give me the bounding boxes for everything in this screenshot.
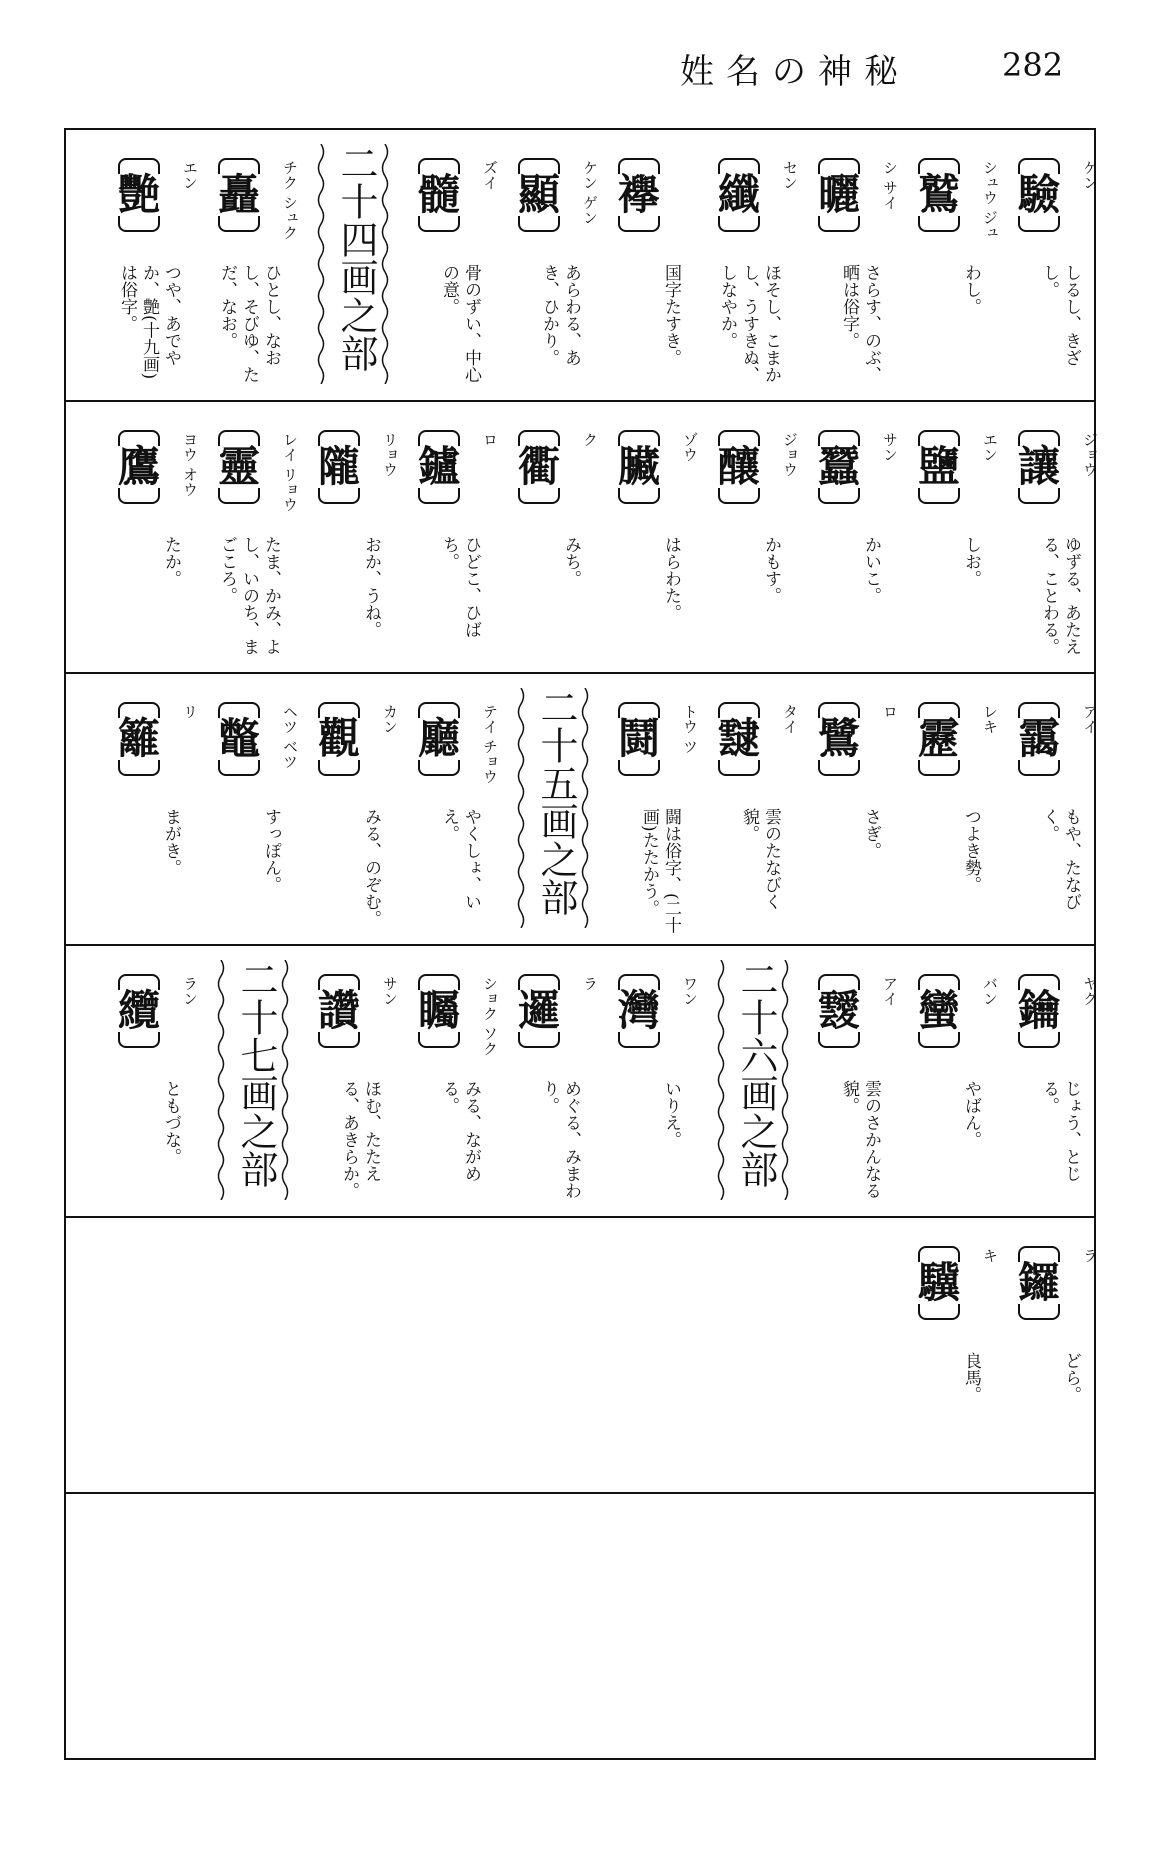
kanji-character: 鼈 [217, 714, 260, 763]
page-number: 282 [1002, 46, 1064, 84]
kanji-reading: ケン [1081, 160, 1099, 190]
kanji-meaning: あらわる、あき、ひかり。 [539, 264, 581, 366]
dictionary-frame [64, 128, 1099, 1760]
kanji-character: 矗 [217, 170, 260, 219]
kanji-meaning: いりえ。 [661, 1080, 681, 1148]
kanji-character: 顯 [517, 170, 560, 219]
kanji-bracket [714, 430, 764, 504]
kanji-bracket [114, 702, 164, 776]
kanji-bracket [914, 158, 964, 232]
kanji-bracket [214, 430, 264, 504]
row-2 [66, 400, 1099, 672]
kanji-meaning: みる、ながめる。 [439, 1080, 481, 1182]
kanji-bracket [914, 974, 964, 1048]
row-3 [66, 672, 1099, 944]
section-label: 二十六画之部 [734, 960, 778, 1188]
kanji-reading: ラ [581, 976, 599, 991]
kanji-bracket [514, 974, 564, 1048]
kanji-bracket [814, 974, 864, 1048]
kanji-bracket [1014, 974, 1064, 1048]
kanji-character: 隴 [317, 442, 360, 491]
kanji-reading: テイ チョウ [481, 704, 499, 784]
kanji-reading: タイ [781, 704, 799, 734]
kanji-meaning: おか、うね。 [361, 536, 381, 638]
kanji-bracket [1014, 1246, 1064, 1320]
kanji-character: 釀 [717, 442, 760, 491]
kanji-meaning: ひどこ、ひばち。 [439, 536, 481, 638]
kanji-meaning: 国字たすき。 [661, 264, 681, 366]
kanji-meaning: かいこ。 [861, 536, 881, 604]
kanji-bracket [714, 158, 764, 232]
kanji-reading: シュウ ジュ [981, 160, 999, 240]
kanji-meaning: めぐる、みまわり。 [539, 1080, 581, 1199]
kanji-character: 觀 [317, 714, 360, 763]
kanji-reading: ヤク [1081, 976, 1099, 1006]
page-header [680, 44, 1100, 104]
kanji-character: 髓 [417, 170, 460, 219]
kanji-bracket [314, 974, 364, 1048]
kanji-character: 靆 [717, 714, 760, 763]
wavy-line [716, 960, 726, 1200]
kanji-reading: エン [181, 160, 199, 190]
kanji-bracket [314, 430, 364, 504]
kanji-character: 靂 [917, 714, 960, 763]
kanji-character: 蠻 [917, 986, 960, 1035]
kanji-reading: ジョウ [781, 432, 799, 477]
kanji-reading [666, 160, 698, 240]
kanji-bracket [214, 702, 264, 776]
kanji-reading: ワン [681, 976, 699, 1006]
kanji-meaning: たま、かみ、よし、いのち、まごころ。 [217, 536, 281, 655]
row-5 [66, 1216, 1099, 1492]
kanji-character: 艷 [117, 170, 160, 219]
wavy-line [316, 144, 326, 384]
kanji-reading: シ サイ [881, 160, 899, 210]
kanji-reading: セン [781, 160, 799, 190]
kanji-character: 靈 [217, 442, 260, 491]
kanji-reading: ジョウ [1081, 432, 1099, 477]
kanji-meaning: じょう、とじる。 [1039, 1080, 1081, 1182]
kanji-bracket [314, 702, 364, 776]
section-label: 二十五画之部 [534, 688, 578, 916]
kanji-reading: ケン ゲン [581, 160, 599, 225]
row-1 [66, 130, 1099, 400]
wavy-line [580, 688, 590, 928]
kanji-reading: ズイ [481, 160, 499, 190]
kanji-reading: サン [381, 976, 399, 1006]
kanji-meaning: わし。 [961, 264, 981, 315]
kanji-meaning: 良馬。 [961, 1352, 981, 1403]
kanji-bracket [114, 974, 164, 1048]
kanji-bracket [1014, 702, 1064, 776]
kanji-meaning: みち。 [561, 536, 581, 587]
kanji-reading: レイ リョウ [281, 432, 299, 512]
kanji-bracket [614, 702, 664, 776]
kanji-bracket [1014, 430, 1064, 504]
kanji-reading: ラ [1081, 1248, 1099, 1263]
kanji-reading: チク シュク [281, 160, 299, 240]
kanji-reading: リ [181, 704, 199, 719]
section-heading [516, 688, 586, 928]
kanji-meaning: さらす、のぶ、晒は俗字。 [839, 264, 881, 383]
kanji-meaning: もや、たなびく。 [1039, 808, 1081, 910]
kanji-character: 鹽 [917, 442, 960, 491]
kanji-meaning: ほむ、たたえる、あきらか。 [339, 1080, 381, 1199]
kanji-reading: ロ [881, 704, 899, 719]
kanji-bracket [414, 702, 464, 776]
kanji-character: 讓 [1017, 442, 1060, 491]
kanji-meaning: ゆずる、あたえる、ことわる。 [1039, 536, 1081, 655]
kanji-meaning: ひとし、なおし、そびゆ、ただ、なお。 [217, 264, 281, 383]
kanji-reading: サン [881, 432, 899, 462]
row-4 [66, 944, 1099, 1216]
kanji-character: 灣 [617, 986, 660, 1035]
kanji-character: 驗 [1017, 170, 1060, 219]
kanji-character: 纖 [717, 170, 760, 219]
kanji-character: 讚 [317, 986, 360, 1035]
kanji-meaning: たか。 [161, 536, 181, 587]
kanji-reading: ゾウ [681, 432, 699, 462]
kanji-character: 鑰 [1017, 986, 1060, 1035]
section-heading [316, 144, 386, 384]
kanji-meaning: まがき。 [161, 808, 181, 876]
kanji-character: 纜 [117, 986, 160, 1035]
kanji-reading: トウ ツ [681, 704, 699, 754]
kanji-character: 鑪 [417, 442, 460, 491]
kanji-meaning: しるし、きざし。 [1039, 264, 1081, 366]
kanji-meaning: しお。 [961, 536, 981, 587]
kanji-bracket [114, 158, 164, 232]
kanji-meaning: やばん。 [961, 1080, 981, 1148]
kanji-character: 靉 [817, 986, 860, 1035]
kanji-reading: アイ [1081, 704, 1099, 734]
kanji-bracket [614, 974, 664, 1048]
kanji-meaning: つよき勢。 [961, 808, 981, 893]
kanji-reading: ロ [481, 432, 499, 447]
kanji-reading: リョウ [381, 432, 399, 477]
kanji-bracket [414, 974, 464, 1048]
kanji-bracket [914, 430, 964, 504]
kanji-character: 蠶 [817, 442, 860, 491]
kanji-bracket [914, 702, 964, 776]
kanji-meaning: すっぽん。 [261, 808, 281, 893]
kanji-bracket [614, 158, 664, 232]
kanji-bracket [914, 1246, 964, 1320]
wavy-line [780, 960, 790, 1200]
kanji-meaning: 雲のさかんなる貌。 [839, 1080, 881, 1199]
kanji-character: 靄 [1017, 714, 1060, 763]
kanji-bracket [514, 158, 564, 232]
kanji-bracket [714, 702, 764, 776]
kanji-bracket [114, 430, 164, 504]
wavy-line [516, 688, 526, 928]
kanji-character: 臟 [617, 442, 660, 491]
kanji-reading: バン [981, 976, 999, 1006]
kanji-reading: レキ [981, 704, 999, 734]
kanji-reading: ショク ソク [481, 976, 499, 1056]
kanji-meaning: ともづな。 [161, 1080, 181, 1165]
kanji-character: 廳 [417, 714, 460, 763]
kanji-meaning: やくしょ、いえ。 [439, 808, 481, 910]
kanji-character: 鷹 [117, 442, 160, 491]
kanji-character: 曬 [817, 170, 860, 219]
kanji-meaning: ほそし、こまかし、うすきぬ、しなやか。 [717, 264, 781, 383]
kanji-character: 驥 [917, 1258, 960, 1307]
kanji-reading: ヨウ オウ [181, 432, 199, 497]
kanji-reading: エン [981, 432, 999, 462]
kanji-bracket [814, 702, 864, 776]
wavy-line [380, 144, 390, 384]
kanji-meaning: 雲のたなびく貌。 [739, 808, 781, 910]
row-6-empty [66, 1492, 1094, 1758]
section-heading [216, 960, 286, 1200]
kanji-meaning: みる、のぞむ。 [361, 808, 381, 927]
kanji-character: 矚 [417, 986, 460, 1035]
kanji-reading: ラン [181, 976, 199, 1006]
kanji-bracket [414, 430, 464, 504]
section-label: 二十七画之部 [234, 960, 278, 1188]
kanji-character: 邏 [517, 986, 560, 1035]
kanji-bracket [1014, 158, 1064, 232]
kanji-meaning: 闘は俗字、(二十画)たたかう。 [639, 808, 681, 934]
kanji-bracket [514, 430, 564, 504]
kanji-character: 鬪 [617, 714, 660, 763]
kanji-reading: キ [981, 1248, 999, 1263]
section-label: 二十四画之部 [334, 144, 378, 372]
kanji-character: 籬 [117, 714, 160, 763]
kanji-bracket [414, 158, 464, 232]
wavy-line [280, 960, 290, 1200]
kanji-character: 衢 [517, 442, 560, 491]
kanji-character: 鷺 [817, 714, 860, 763]
kanji-meaning: さぎ。 [861, 808, 881, 859]
kanji-meaning: かもす。 [761, 536, 781, 604]
kanji-reading: ク [581, 432, 599, 447]
section-heading [716, 960, 786, 1200]
page-title: 姓名の神秘 [680, 52, 910, 92]
wavy-line [216, 960, 226, 1200]
kanji-bracket [214, 158, 264, 232]
kanji-meaning: 骨のずい、中心の意。 [439, 264, 481, 383]
kanji-bracket [614, 430, 664, 504]
kanji-bracket [814, 158, 864, 232]
kanji-bracket [814, 430, 864, 504]
kanji-character: 鷲 [917, 170, 960, 219]
kanji-character: 鑼 [1017, 1258, 1060, 1307]
kanji-reading: ヘツ ベツ [281, 704, 299, 769]
kanji-character: 襷 [617, 170, 660, 219]
kanji-reading: アイ [881, 976, 899, 1006]
kanji-meaning: つや、あでやか、艶(十九画)は俗字。 [117, 264, 181, 380]
kanji-reading: カン [381, 704, 399, 734]
kanji-meaning: はらわた。 [661, 536, 681, 621]
kanji-meaning: どら。 [1061, 1352, 1081, 1403]
